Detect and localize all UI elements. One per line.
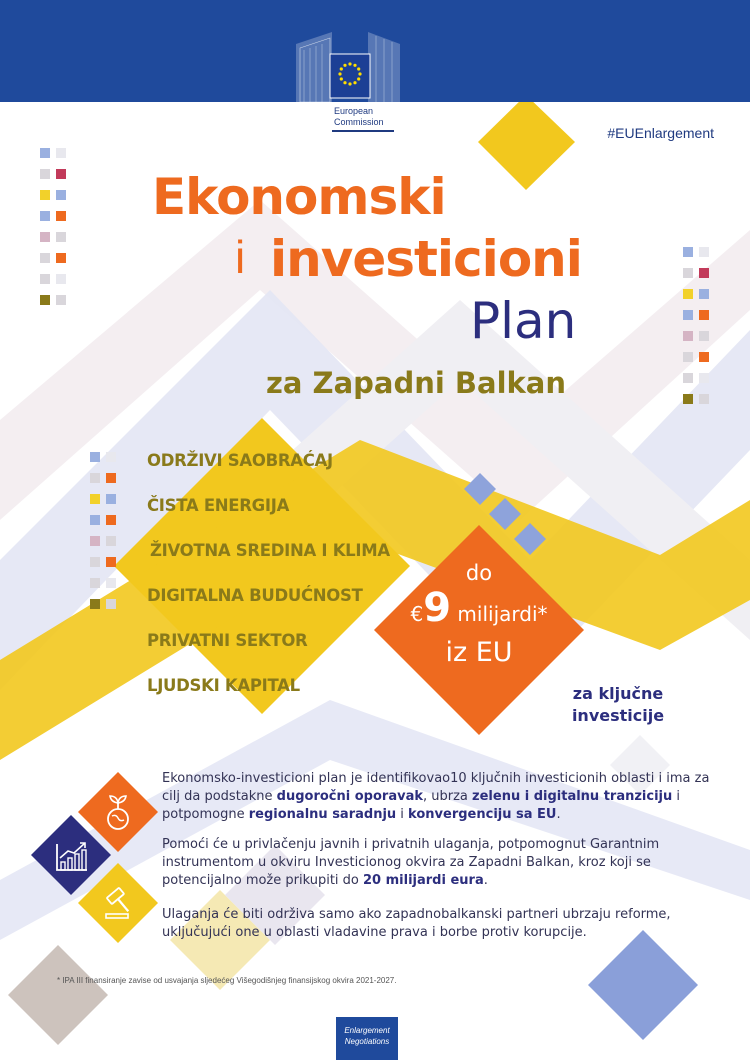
pixel-square xyxy=(699,310,709,320)
pixel-square xyxy=(90,536,100,546)
pixel-square xyxy=(106,557,116,567)
pixel-square xyxy=(40,253,50,263)
pixel-square xyxy=(699,247,709,257)
pixel-square xyxy=(90,473,100,483)
sector-item: LJUDSKI KAPITAL xyxy=(147,676,300,695)
logo-text-line2: Commission xyxy=(334,117,384,127)
p1-text: Ekonomsko-investicioni plan je identifikovao10 ključnih investicionih oblasti i ima za cilj da podstakne xyxy=(162,771,710,804)
pixel-square xyxy=(56,190,66,200)
plant-globe-icon xyxy=(98,792,138,832)
pixel-square xyxy=(699,331,709,341)
logo-text-line1: European xyxy=(334,106,374,116)
funding-caption xyxy=(548,683,688,727)
pixel-square xyxy=(106,515,116,525)
pixel-square xyxy=(40,232,50,242)
funding-currency: € xyxy=(410,602,424,626)
blue-diamond-bottom xyxy=(588,930,698,1040)
pixel-square xyxy=(699,352,709,362)
funding-source: iz EU xyxy=(445,637,513,668)
yellow-diamond-top xyxy=(478,95,575,190)
pixel-square xyxy=(106,452,116,462)
p1-text: . xyxy=(556,807,561,822)
sector-item: PRIVATNI SEKTOR xyxy=(147,631,308,650)
pixel-square xyxy=(40,274,50,284)
pixel-square xyxy=(40,190,50,200)
sector-item: ŽIVOTNA SREDINA I KLIMA xyxy=(150,541,390,560)
pixel-square xyxy=(40,148,50,158)
funding-caption-line1: za ključne xyxy=(572,684,664,703)
pixel-square xyxy=(56,148,66,158)
pixel-square xyxy=(40,169,50,179)
title-line3: Plan xyxy=(470,292,577,350)
pixel-square xyxy=(90,494,100,504)
badge-line2: Negotiations xyxy=(344,1037,390,1046)
pixel-square xyxy=(56,274,66,284)
pixel-square xyxy=(56,232,66,242)
pixel-square xyxy=(56,253,66,263)
badge-line1: Enlargement xyxy=(344,1026,390,1035)
pixel-square xyxy=(699,373,709,383)
p1-text: , ubrza xyxy=(423,789,473,804)
pixel-square xyxy=(90,599,100,609)
title-subtitle: za Zapadni Balkan xyxy=(266,366,567,400)
funding-caption-line2: investicije xyxy=(571,706,665,725)
footnote: * IPA III finansiranje zavise od usvajanja sljedećeg Višegodišnjeg finansijskog okvira 2021-2027. xyxy=(57,976,397,985)
pixel-square xyxy=(40,295,50,305)
pixel-square xyxy=(106,536,116,546)
hashtag[interactable]: #EUEnlargement xyxy=(607,125,714,141)
logo-underline xyxy=(332,130,394,132)
sector-item: ČISTA ENERGIJA xyxy=(147,496,290,515)
title-line2-small: i xyxy=(235,231,246,283)
pixel-square xyxy=(699,289,709,299)
funding-prefix: do xyxy=(465,561,493,585)
pixel-square xyxy=(683,310,693,320)
pixel-square xyxy=(106,578,116,588)
pixel-square xyxy=(90,578,100,588)
european-commission-logo xyxy=(296,26,400,134)
pixel-square xyxy=(683,268,693,278)
pixel-square xyxy=(699,394,709,404)
pixel-square xyxy=(683,331,693,341)
sector-item: ODRŽIVI SAOBRAĆAJ xyxy=(147,451,333,470)
paragraph-1 xyxy=(162,770,722,824)
pixel-square xyxy=(106,599,116,609)
pixel-square xyxy=(56,295,66,305)
gavel-icon xyxy=(98,883,138,923)
p1-text: i xyxy=(396,807,409,822)
pixel-square xyxy=(90,557,100,567)
p1-text: i potpomogne xyxy=(162,789,681,822)
pixel-square xyxy=(90,452,100,462)
enlargement-negotiations-badge[interactable] xyxy=(336,1017,398,1060)
pixel-square xyxy=(106,473,116,483)
p1-bold-convergence: konvergenciju sa EU xyxy=(408,807,557,822)
sector-item: DIGITALNA BUDUĆNOST xyxy=(147,586,363,605)
paragraph-3: Ulaganja će biti održiva samo ako zapadnobalkanski partneri ubrzaju reforme, uključujući one u oblasti vladavine prava i borbe protiv korupcije. xyxy=(162,907,671,940)
p2-text: Pomoći će u privlačenju javnih i privatnih ulaganja, potpomognut Garantnim instrumentom u okviru Investicionog okvira za Zapadni Balkan, kroz koji se potencijalno može prikupiti do xyxy=(162,837,660,888)
title-line2-main: investicioni xyxy=(270,230,582,288)
pixel-square xyxy=(683,352,693,362)
pixel-square xyxy=(699,268,709,278)
pixel-square xyxy=(106,494,116,504)
pixel-square xyxy=(683,373,693,383)
eu-flag-icon xyxy=(296,26,400,106)
p2-bold-amount: 20 milijardi eura xyxy=(363,873,484,888)
p1-bold-recovery: dugoročni oporavak xyxy=(276,789,423,804)
pixel-square xyxy=(90,515,100,525)
funding-amount xyxy=(384,560,574,670)
title-line1: Ekonomski xyxy=(152,168,446,226)
paragraph-2 xyxy=(162,836,722,890)
pixel-square xyxy=(56,211,66,221)
funding-number: 9 xyxy=(423,585,452,631)
funding-value xyxy=(384,586,574,636)
pixel-square xyxy=(683,289,693,299)
pixel-square xyxy=(683,247,693,257)
p2-text: . xyxy=(483,873,488,888)
p1-bold-cooperation: regionalnu saradnju xyxy=(248,807,397,822)
pixel-square xyxy=(683,394,693,404)
p1-bold-transition: zelenu i digitalnu tranziciju xyxy=(472,789,673,804)
pixel-square xyxy=(40,211,50,221)
pixel-square xyxy=(56,169,66,179)
funding-unit: milijardi* xyxy=(457,602,548,626)
growth-chart-icon xyxy=(51,836,91,876)
beige-diamond xyxy=(8,945,108,1045)
